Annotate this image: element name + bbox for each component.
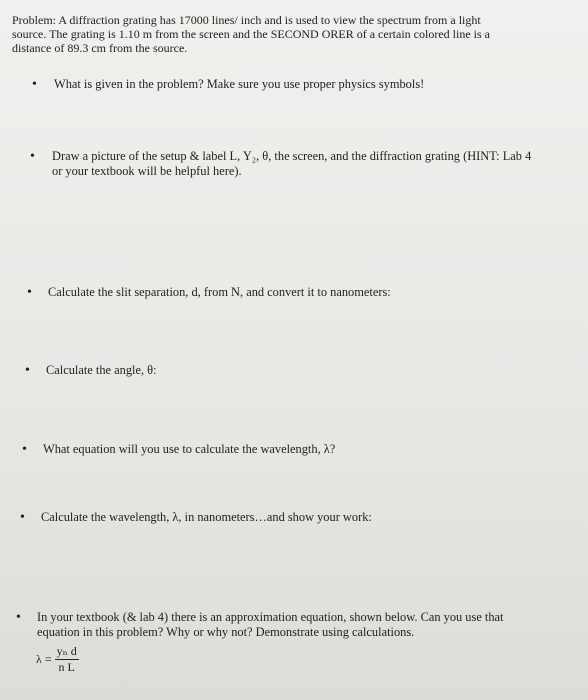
- problem-line-1: Problem: A diffraction grating has 17000 lines/ inch and is used to view the spectrum from a light: [12, 13, 481, 27]
- bullet-2: •: [30, 149, 35, 164]
- bullet-6: •: [20, 510, 25, 525]
- question-given: [54, 77, 424, 92]
- question-approximation-line-1: In your textbook (& lab 4) there is an approximation equation, shown below. Can you use that: [37, 610, 504, 624]
- question-slit-separation-line-1: Calculate the slit separation, d, from N, and convert it to nanometers:: [48, 285, 391, 299]
- question-equation-line-1: What equation will you use to calculate the wavelength, λ?: [43, 442, 336, 456]
- question-draw-line-2: or your textbook will be helpful here).: [52, 164, 242, 178]
- question-equation: [43, 442, 335, 457]
- bullet-4: •: [25, 363, 30, 378]
- bullet-3: •: [27, 285, 32, 300]
- problem-line-3: distance of 89.3 cm from the source.: [12, 41, 188, 55]
- formula-lhs: λ =: [36, 652, 52, 666]
- problem-statement: [12, 13, 578, 55]
- bullet-7: •: [16, 610, 21, 625]
- problem-line-2: source. The grating is 1.10 m from the screen and the SECOND ORER of a certain colored line is a: [12, 27, 490, 41]
- bullet-5: •: [22, 442, 27, 457]
- question-wavelength: [41, 510, 372, 525]
- question-wavelength-line-1: Calculate the wavelength, λ, in nanometers…and show your work:: [41, 510, 372, 524]
- approximation-formula: [36, 645, 79, 674]
- bullet-1: •: [32, 77, 37, 92]
- question-approximation-line-2: equation in this problem? Why or why not? Demonstrate using calculations.: [37, 625, 415, 639]
- question-angle: [46, 363, 157, 378]
- question-draw: [52, 149, 531, 179]
- formula-numerator: yₙ d: [56, 644, 77, 658]
- question-slit-separation: [48, 285, 391, 300]
- formula-denominator: n L: [58, 660, 75, 674]
- formula-fraction: [55, 645, 79, 674]
- question-draw-line-1: Draw a picture of the setup & label L, Y₂, θ, the screen, and the diffraction grating (HINT: Lab 4: [52, 149, 532, 163]
- question-approximation: [37, 610, 504, 640]
- question-angle-line-1: Calculate the angle, θ:: [46, 363, 157, 377]
- question-given-line-1: What is given in the problem? Make sure you use proper physics symbols!: [54, 77, 425, 91]
